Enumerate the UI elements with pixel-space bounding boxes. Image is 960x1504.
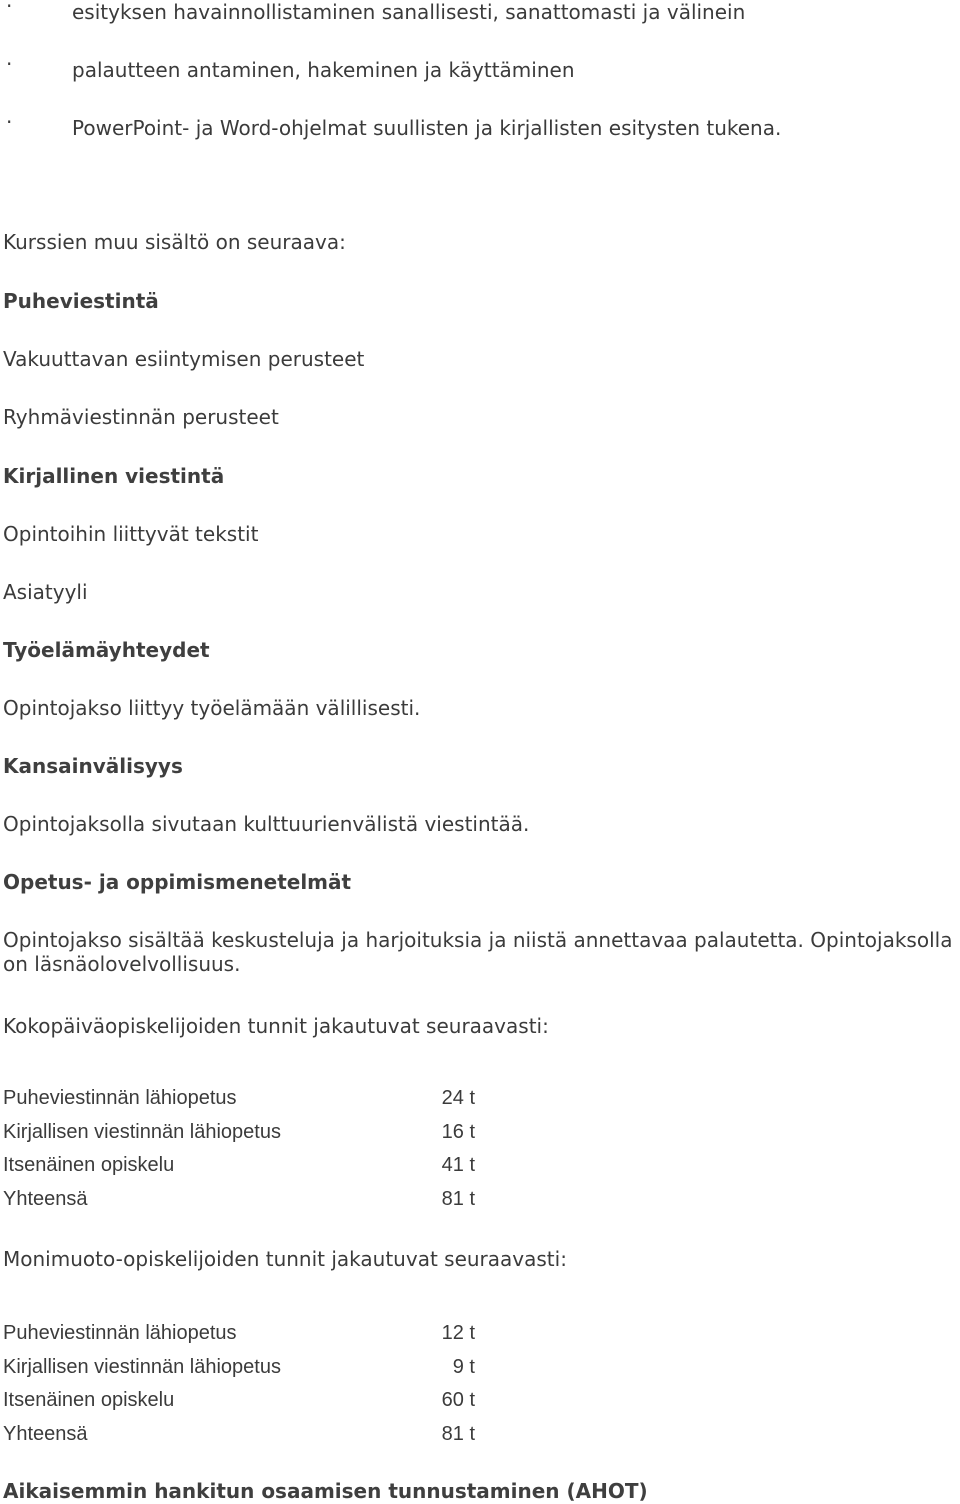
hours-intro-kokopaiva: Kokopäiväopiskelijoiden tunnit jakautuvat seuraavasti:	[3, 1014, 549, 1038]
section-text: Opintojakso liittyy työelämään välillisesti.	[3, 696, 421, 720]
bullet-text: palautteen antaminen, hakeminen ja käyttäminen	[72, 58, 575, 82]
bullet-text: PowerPoint- ja Word-ohjelmat suullisten ja kirjallisten esitysten tukena.	[72, 116, 782, 140]
section-heading-kirjallinen: Kirjallinen viestintä	[3, 464, 225, 488]
row-value: 24 t	[441, 1087, 475, 1109]
content-item: Vakuuttavan esiintymisen perusteet	[3, 347, 365, 371]
table-row	[3, 1422, 523, 1456]
content-item: Ryhmäviestinnän perusteet	[3, 405, 279, 429]
row-value: 81 t	[441, 1187, 475, 1210]
bullet-text: esityksen havainnollistaminen sanallisesti, sanattomasti ja välinein	[72, 0, 746, 24]
row-label: Itsenäinen opiskelu	[3, 1154, 175, 1177]
row-value: 12 t	[441, 1322, 475, 1344]
section-heading-tyoelama: Työelämäyhteydet	[3, 638, 210, 662]
content-item: Asiatyyli	[3, 580, 88, 604]
table-row	[3, 1355, 523, 1389]
row-label: Kirjallisen viestinnän lähiopetus	[3, 1120, 281, 1143]
section-paragraph: Opintojakso sisältää keskusteluja ja harjoituksia ja niistä annettavaa palautetta. Opintojaksolla on läsnäolovelvollisuus.	[3, 928, 953, 976]
section-heading-kansainvalisyys: Kansainvälisyys	[3, 754, 183, 778]
row-value: 60 t	[441, 1389, 475, 1412]
table-row	[3, 1120, 523, 1154]
table-row	[3, 1153, 523, 1187]
bullet-marker: ·	[6, 52, 13, 76]
table-row	[3, 1086, 523, 1120]
hours-intro-monimuoto: Monimuoto-opiskelijoiden tunnit jakautuvat seuraavasti:	[3, 1247, 567, 1271]
row-value: 9 t	[452, 1355, 475, 1378]
hours-table-monimuoto	[3, 1321, 523, 1455]
table-row	[3, 1321, 523, 1355]
table-row	[3, 1187, 523, 1221]
row-label: Yhteensä	[3, 1422, 88, 1445]
bullet-marker: ·	[6, 110, 13, 134]
table-row	[3, 1388, 523, 1422]
row-label: Puheviestinnän lähiopetus	[3, 1087, 237, 1109]
row-value: 41 t	[441, 1154, 475, 1177]
row-label: Puheviestinnän lähiopetus	[3, 1322, 237, 1344]
section-heading-ahot: Aikaisemmin hankitun osaamisen tunnustaminen (AHOT)	[3, 1479, 648, 1503]
content-item: Opintoihin liittyvät tekstit	[3, 522, 259, 546]
row-value: 16 t	[441, 1120, 475, 1143]
content-intro: Kurssien muu sisältö on seuraava:	[3, 230, 346, 254]
row-label: Yhteensä	[3, 1187, 88, 1210]
row-label: Kirjallisen viestinnän lähiopetus	[3, 1355, 281, 1378]
section-heading-puheviestinta: Puheviestintä	[3, 289, 159, 313]
section-text: Opintojaksolla sivutaan kulttuurienvälistä viestintää.	[3, 812, 530, 836]
section-heading-opetus: Opetus- ja oppimismenetelmät	[3, 870, 352, 894]
row-label: Itsenäinen opiskelu	[3, 1389, 175, 1412]
row-value: 81 t	[441, 1422, 475, 1445]
hours-table-kokopaiva	[3, 1086, 523, 1220]
bullet-marker: ·	[6, 0, 13, 18]
